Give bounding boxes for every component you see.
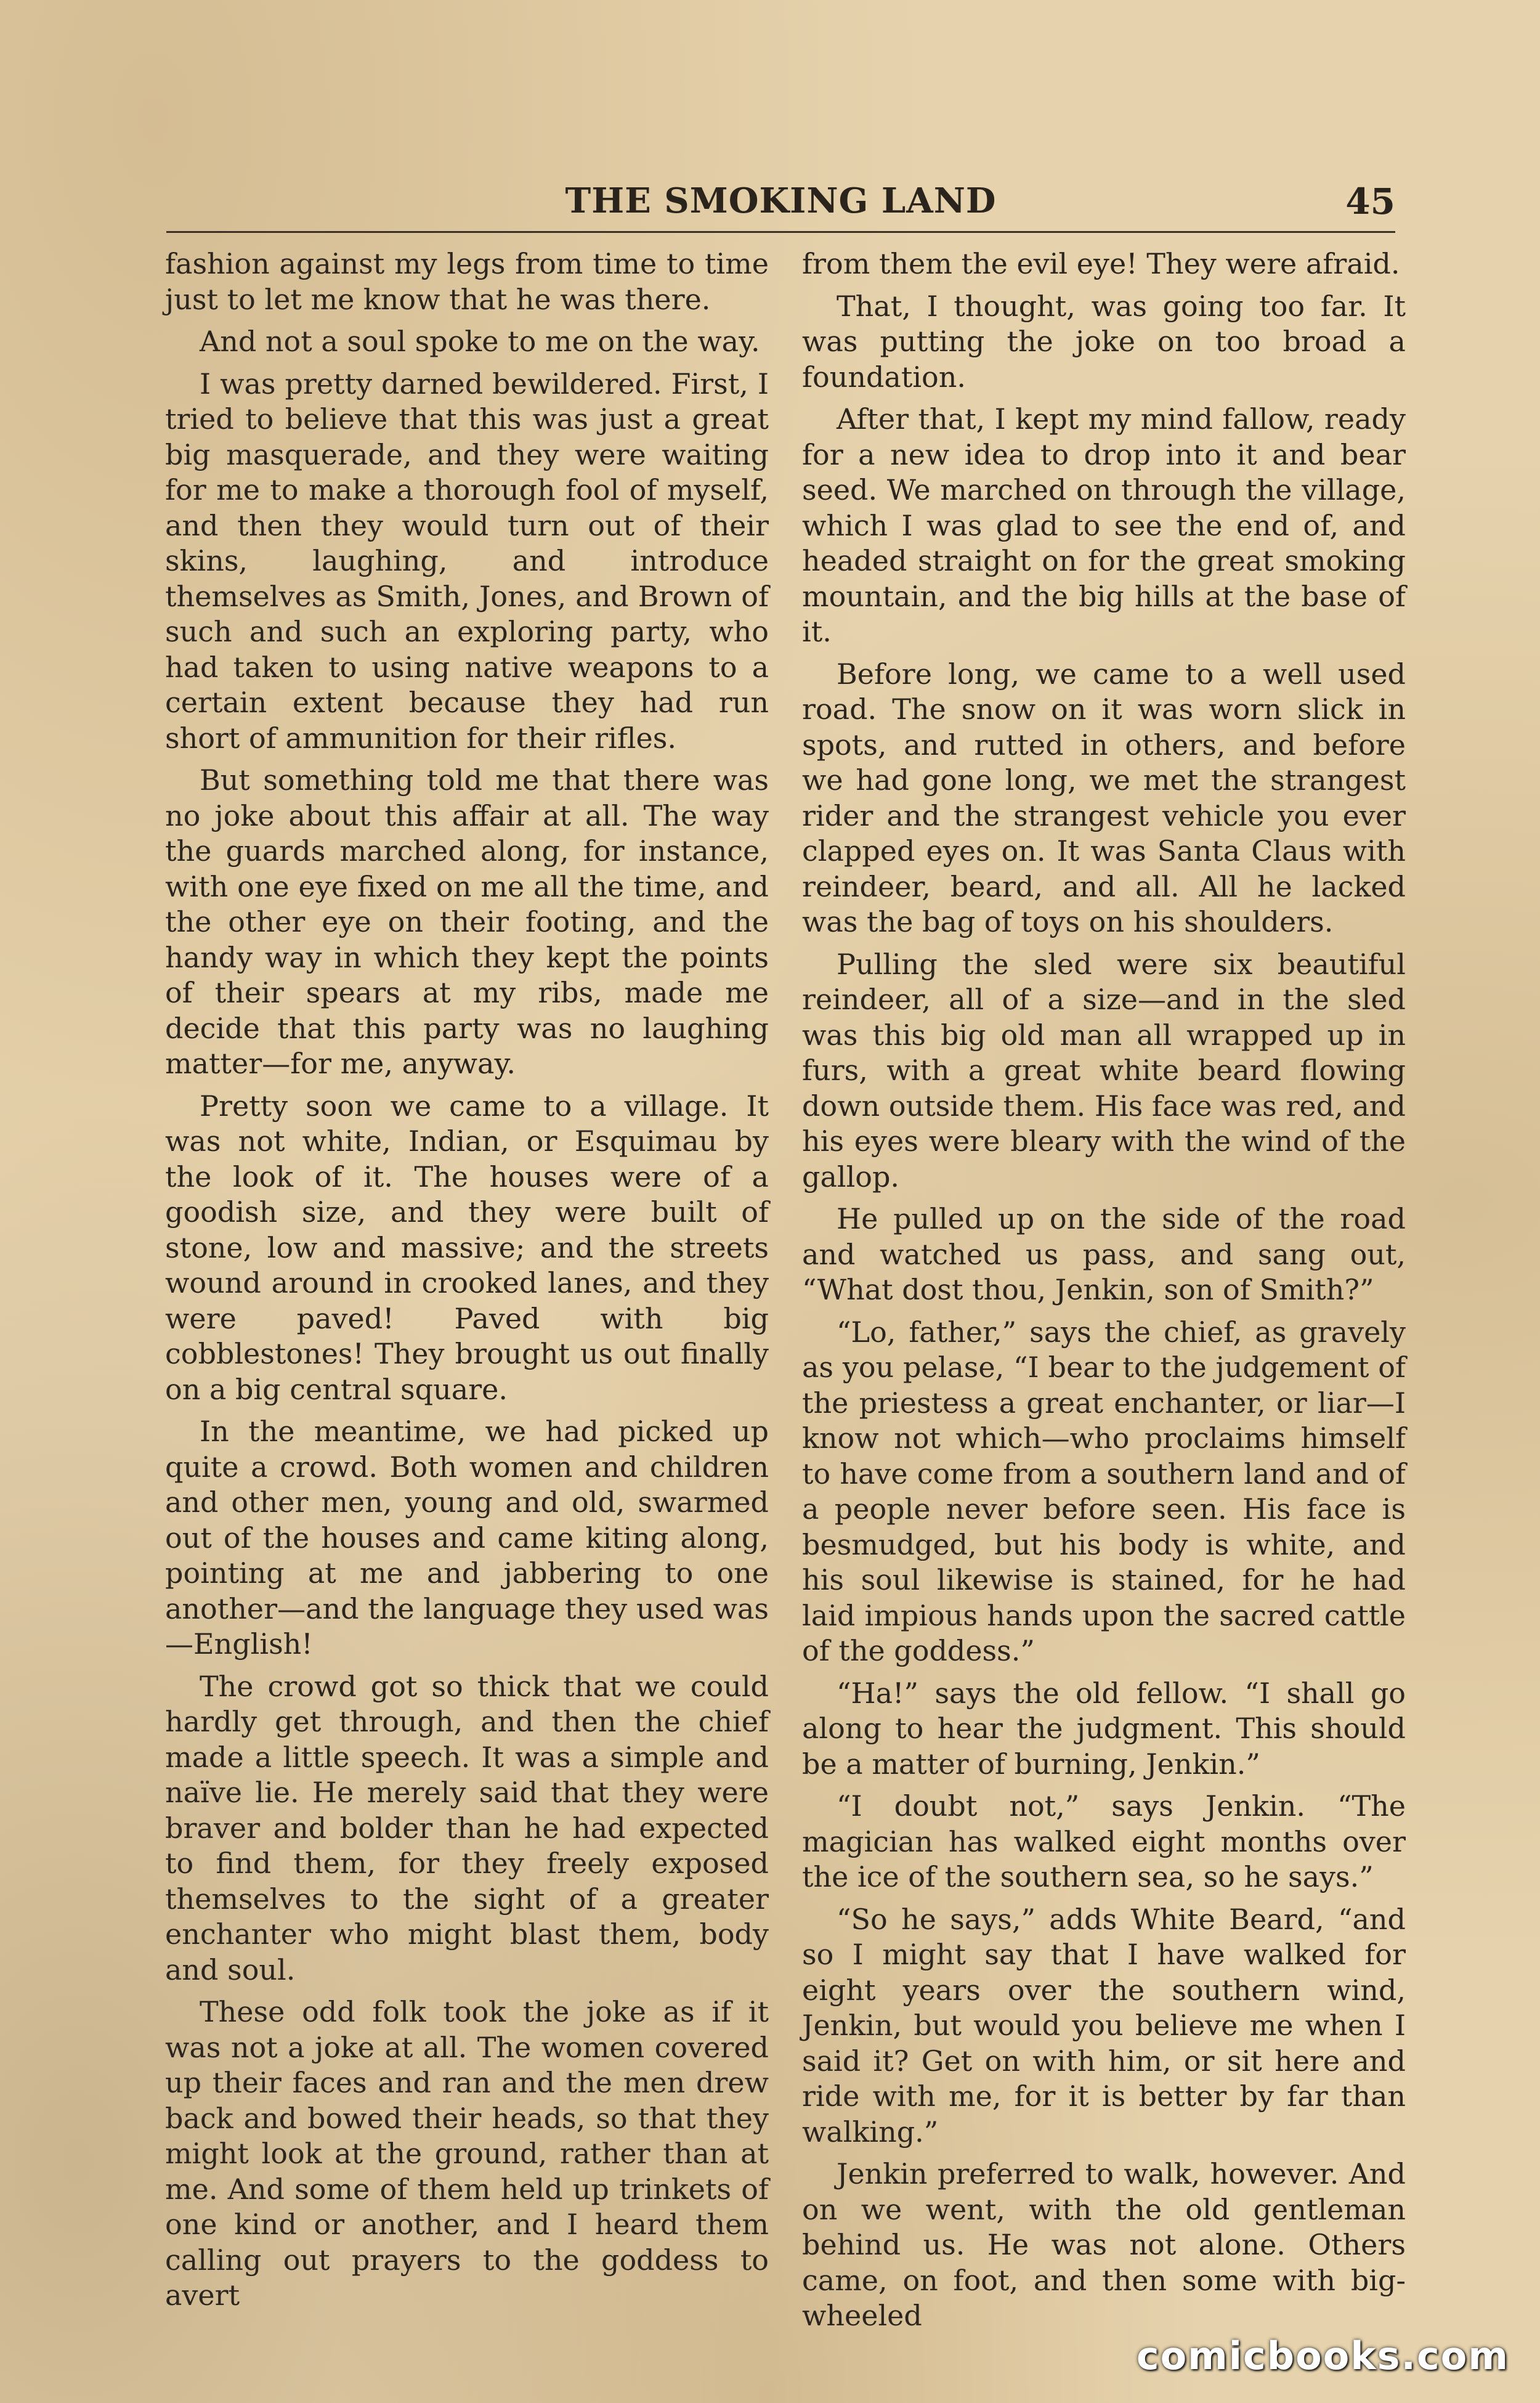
paragraph: “So he says,” adds White Beard, “and so I might say that I have walked for eight years over the southern wind, Jenkin, but would you believe me when I said it? Get on with him, or sit here and ride with me, for it is better by far than walking.” [802,1902,1406,2149]
paragraph: These odd folk took the joke as if it was not a joke at all. The women covered up their faces and ran and the men drew back and bowed their heads, so that they might look at the ground, rather than at me. And some of them held up trinkets of one kind or another, and I heard them calling out prayers to the goddess to avert [165,1995,769,2312]
paragraph: Before long, we came to a well used road. The snow on it was worn slick in spots, and rutted in others, and before we had gone long, we met the strangest rider and the strangest vehicle you ever clapped eyes on. It was Santa Claus with reindeer, beard, and all. All he lacked was the bag of toys on his shoulders. [802,657,1406,938]
paragraph: The crowd got so thick that we could hardly get through, and then the chief made a little speech. It was a simple and naïve lie. He merely said that they were braver and bolder than he had expected to find them, for they freely exposed themselves to the sight of a greater enchanter who might blast them, body and soul. [165,1669,769,1986]
paragraph: In the meantime, we had picked up quite a crowd. Both women and children and other men, young and old, swarmed out of the houses and came kiting along, pointing at me and jabbering to one another—and the language they used was —English! [165,1415,769,1661]
running-title: THE SMOKING LAND [565,181,997,221]
paragraph: from them the evil eye! They were afraid. [802,247,1400,280]
paragraph: Pulling the sled were six beautiful reindeer, all of a size—and in the sled was this big old man all wrapped up in furs, with a great white beard flowing down outside them. His face was red, and his eyes were bleary with the wind of the gallop. [802,947,1406,1193]
paragraph: After that, I kept my mind fallow, ready for a new idea to drop into it and bear seed. We marched on through the village, which I was glad to see the end of, and headed straight on for the great smoking mountain, and the big hills at the base of it. [802,402,1406,648]
paragraph: “Ha!” says the old fellow. “I shall go along to hear the judgment. This should be a matter of burning, Jenkin.” [802,1676,1406,1781]
paragraph: And not a soul spoke to me on the way. [200,325,760,358]
paragraph: “Lo, father,” says the chief, as gravely as you pelase, “I bear to the judgement of the priestess a great enchanter, or liar—I know not which—who proclaims himself to have come from a southern land and of a people never before seen. His face is besmudged, but his body is white, and his soul likewise is stained, for he had laid impious hands upon the sacred cattle of the goddess.” [802,1315,1406,1667]
paragraph: Pretty soon we came to a village. It was not white, Indian, or Esquimau by the look of it. The houses were of a goodish size, and they were built of stone, low and massive; and the streets wound around in crooked lanes, and they were paved! Paved with big cobblestones! They brought us out finally on a big central square. [165,1089,769,1406]
paragraph: “I doubt not,” says Jenkin. “The magician has walked eight months over the ice of the southern sea, so he says.” [802,1789,1406,1893]
watermark: comicbooks.com [1136,2333,1509,2378]
page-number: 45 [1345,181,1395,222]
paragraph: But something told me that there was no joke about this affair at all. The way the guards marched along, for instance, with one eye fixed on me all the time, and the other eye on their footing, and the handy way in which they kept the points of their spears at my ribs, made me decide that this party was no laughing matter—for me, anyway. [165,763,769,1080]
paragraph: Jenkin preferred to walk, however. And on we went, with the old gentleman behind us. He was not alone. Others came, on foot, and then some with big-wheeled [802,2157,1406,2332]
page-header [166,176,1395,233]
paragraph: He pulled up on the side of the road and watched us pass, and sang out, “What dost thou, Jenkin, son of Smith?” [802,1202,1406,1306]
paragraph: That, I thought, was going too far. It was putting the joke on too broad a foundation. [802,289,1406,394]
paragraph: I was pretty darned bewildered. First, I tried to believe that this was just a great big masquerade, and they were waiting for me to make a thorough fool of myself, and then they would turn out of their skins, laughing, and introduce themselves as Smith, Jones, and Brown of such and such an exploring party, who had taken to using native weapons to a certain extent because they had run short of ammunition for their rifles. [165,367,769,755]
right-column [802,246,1406,2341]
paragraph: fashion against my legs from time to time just to let me know that he was there. [165,247,769,316]
left-column [165,246,769,2320]
